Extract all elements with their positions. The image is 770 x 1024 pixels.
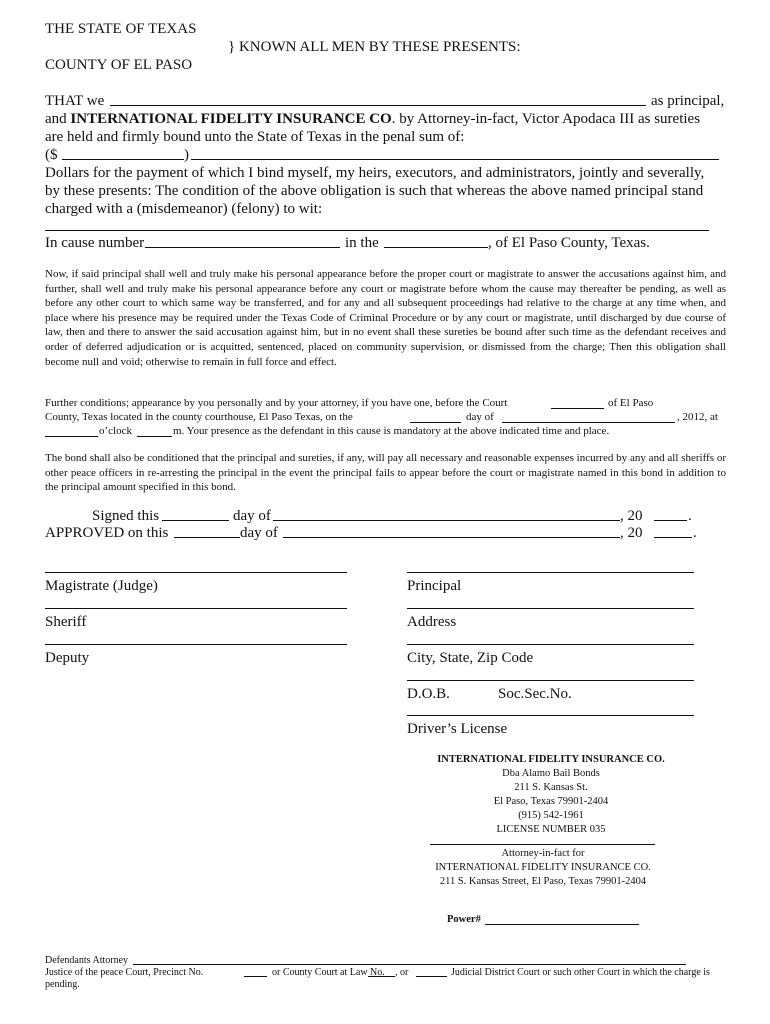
signed-year-prefix: , 20 <box>620 508 643 524</box>
city-line[interactable] <box>407 644 694 645</box>
signed-month-field[interactable] <box>273 520 620 521</box>
attorney-in-fact-signature-line[interactable] <box>430 844 655 845</box>
dob-ssn-line[interactable] <box>407 680 694 681</box>
company-block-dba: Dba Alamo Bail Bonds <box>502 768 600 779</box>
approved-day-of-label: day of <box>240 525 278 541</box>
approved-month-field[interactable] <box>283 537 620 538</box>
deputy-label: Deputy <box>45 650 90 666</box>
approved-year-prefix: , 20 <box>620 525 643 541</box>
court-number-field[interactable] <box>551 408 604 409</box>
address-line[interactable] <box>407 608 694 609</box>
cause-number-field[interactable] <box>145 247 340 248</box>
in-the-label: in the <box>345 235 379 251</box>
magistrate-signature-line[interactable] <box>45 572 347 573</box>
company-block-street: 211 S. Kansas St. <box>514 782 588 793</box>
signed-period: . <box>688 508 692 524</box>
approved-year-field[interactable] <box>654 537 692 538</box>
signed-year-field[interactable] <box>654 520 687 521</box>
held-line: are held and firmly bound unto the State of Texas in the penal sum of: <box>45 129 465 145</box>
footer-court-b: or County Court at Law No. <box>272 967 385 978</box>
hour-field[interactable] <box>45 436 98 437</box>
county-court-field[interactable] <box>368 976 395 977</box>
year-at-label: , 2012, at <box>677 411 718 423</box>
mandatory-presence-text: m. Your presence as the defendant in this cause is mandatory at the above indicated time and place. <box>173 425 610 437</box>
known-all-men-heading: } KNOWN ALL MEN BY THESE PRESENTS: <box>228 39 521 55</box>
defendants-attorney-field[interactable] <box>133 964 686 965</box>
presents-line: by these presents: The condition of the above obligation is such that whereas the above named principal stand <box>45 183 704 199</box>
company-block-license: LICENSE NUMBER 035 <box>496 824 606 835</box>
city-label: City, State, Zip Code <box>407 650 534 666</box>
company-block-phone: (915) 542-1961 <box>518 810 584 821</box>
charged-line: charged with a (misdemeanor) (felony) to wit: <box>45 201 323 217</box>
amount-words-field[interactable] <box>191 159 719 160</box>
power-label: Power# <box>447 914 481 925</box>
state-heading: THE STATE OF TEXAS <box>45 21 197 37</box>
approved-day-field[interactable] <box>174 537 240 538</box>
am-pm-field[interactable] <box>137 436 172 437</box>
principal-label: Principal <box>407 578 462 594</box>
court-field[interactable] <box>384 247 488 248</box>
dob-label: D.O.B. <box>407 686 450 702</box>
appearance-paragraph: Now, if said principal shall well and truly make his personal appearance before the proper court or magistrate to answer the accusations against him, and further, shall well and truly make his personal appearance before any court or magistrate before whom the cause may thereafter be pending, as well as before any other court to which same way be transferred, and for any and all subsequent proceedings had relative to the charge at any time when, and place where his presence may be required under the Texas Code of Criminal Procedure or by any court or magistrate, until discharged by due course of law, then and there to answer the said accusation against him, but in no event shall these sureties be bound after such time as the defendant receives and order of deferred adjudication or is acquitted, sentenced, placed on community supervision, or dismissed from the charge; Then this obligation shall become null and void; otherwise to remain in full force and effect. <box>45 268 726 368</box>
principal-name-field[interactable] <box>110 105 646 106</box>
appearance-month-field[interactable] <box>502 422 675 423</box>
license-line[interactable] <box>407 715 694 716</box>
dollar-open: ($ <box>45 147 58 163</box>
county-heading: COUNTY OF EL PASO <box>45 57 193 73</box>
signed-this-label: Signed this <box>92 508 160 524</box>
signed-day-field[interactable] <box>162 520 229 521</box>
footer-court-a: Justice of the peace Court, Precinct No. <box>45 967 204 978</box>
license-label: Driver’s License <box>407 721 508 737</box>
attorney-in-fact-company: INTERNATIONAL FIDELITY INSURANCE CO. <box>435 862 651 873</box>
cause-number-label: In cause number <box>45 235 145 251</box>
signed-day-of-label: day of <box>233 508 271 524</box>
as-principal-label: as principal, <box>651 93 725 109</box>
company-line: and INTERNATIONAL FIDELITY INSURANCE CO. by Attorney-in-fact, Victor Apodaca III as sureties <box>45 111 701 127</box>
county-texas-label: , of El Paso County, Texas. <box>488 235 650 251</box>
footer-court-d: Judicial District Court or such other Court in which the charge is <box>451 967 710 978</box>
attorney-in-fact-address: 211 S. Kansas Street, El Paso, Texas 79901-2404 <box>439 876 647 887</box>
precinct-field[interactable] <box>244 976 267 977</box>
footer-pending: pending. <box>45 979 80 990</box>
footer-court-c: , or <box>395 967 409 978</box>
further-conditions-line1: Further conditions; appearance by you personally and by your attorney, if you have one, before the Court <box>45 397 508 409</box>
that-we-label: THAT we <box>45 93 105 109</box>
defendants-attorney-label: Defendants Attorney <box>45 955 129 966</box>
sheriff-label: Sheriff <box>45 614 87 630</box>
approved-on-label: APPROVED on this <box>45 525 169 541</box>
dollars-line: Dollars for the payment of which I bind myself, my heirs, executors, and administrators, jointly and severally, <box>45 165 705 181</box>
el-paso-label: of El Paso <box>608 397 654 409</box>
approved-period: . <box>693 525 697 541</box>
dollar-close: ) <box>184 147 189 163</box>
deputy-signature-line[interactable] <box>45 644 347 645</box>
further-conditions-line2: County, Texas located in the county courthouse, El Paso Texas, on the <box>45 411 353 423</box>
power-number-field[interactable] <box>485 924 639 925</box>
principal-signature-line[interactable] <box>407 572 694 573</box>
charge-field[interactable] <box>45 230 709 231</box>
address-label: Address <box>407 614 457 630</box>
company-name: INTERNATIONAL FIDELITY INSURANCE CO <box>70 111 392 127</box>
day-of-label: day of <box>466 411 494 423</box>
company-block-city: El Paso, Texas 79901-2404 <box>493 796 609 807</box>
district-court-field[interactable] <box>416 976 447 977</box>
amount-number-field[interactable] <box>62 159 184 160</box>
company-block-name: INTERNATIONAL FIDELITY INSURANCE CO. <box>437 754 665 765</box>
magistrate-label: Magistrate (Judge) <box>45 578 158 594</box>
oclock-label: o’clock <box>99 425 132 437</box>
appearance-day-field[interactable] <box>410 422 461 423</box>
sheriff-signature-line[interactable] <box>45 608 347 609</box>
ssn-label: Soc.Sec.No. <box>498 686 572 702</box>
expenses-paragraph: The bond shall also be conditioned that the principal and sureties, if any, will pay all necessary and reasonable expenses incurred by any and all sheriffs or other peace officers in re-arresting the principal in the event the principal fails to appear before the court or magistrate named in this bond in addition to the principal amount specified in this bond. <box>45 452 726 494</box>
attorney-in-fact-label: Attorney-in-fact for <box>501 848 585 859</box>
